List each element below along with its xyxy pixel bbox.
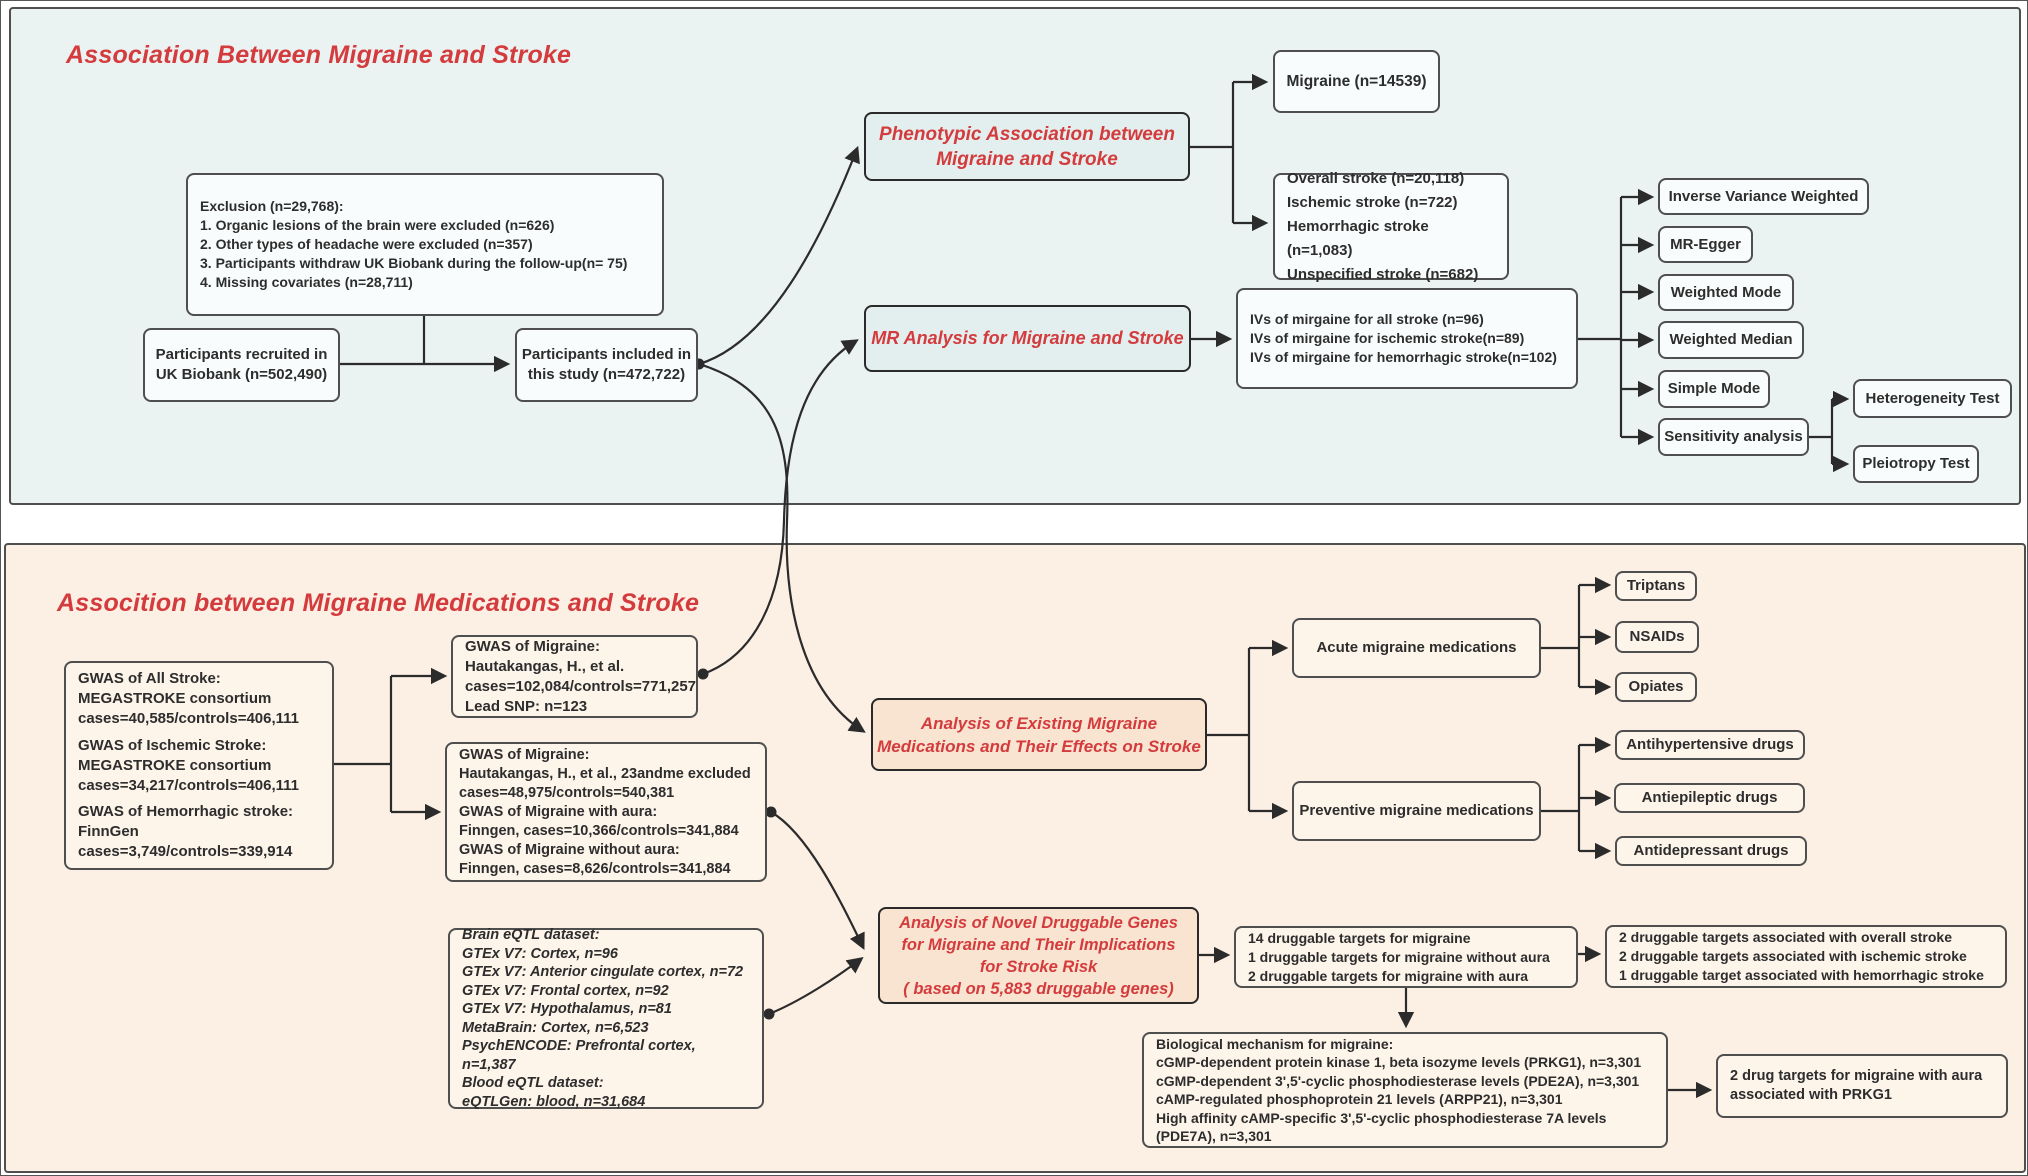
phenotypic-association-box: Phenotypic Association between Migraine and Stroke <box>864 112 1190 181</box>
participants-included-box: Participants included in this study (n=472,722) <box>515 328 698 402</box>
stroke-outcomes-box: Overall stroke (n=20,118) Ischemic stroke (n=722) Hemorrhagic stroke (n=1,083) Unspecified stroke (n=682) <box>1273 173 1509 280</box>
migraine-targets-box: 14 druggable targets for migraine 1 druggable targets for migraine without aura 2 druggable targets for migraine with aura <box>1234 926 1578 988</box>
heterogeneity-test-box: Heterogeneity Test <box>1853 379 2012 418</box>
migraine-cases-box: Migraine (n=14539) <box>1273 50 1440 113</box>
eqtl-datasets-box: Brain eQTL dataset: GTEx V7: Cortex, n=96 GTEx V7: Anterior cingulate cortex, n=72 GTEx V7: Frontal cortex, n=92 GTEx V7: Hypothalamus, n=81 MetaBrain: Cortex, n=6,523 PsychENCODE: Prefrontal cortex, n=1,387 Blood eQTL dataset: eQTLGen: blood, n=31,684 <box>448 928 764 1109</box>
antihypertensive-box: Antihypertensive drugs <box>1615 730 1805 760</box>
antidepressant-box: Antidepressant drugs <box>1615 836 1807 866</box>
opiates-box: Opiates <box>1615 672 1697 702</box>
existing-medications-analysis-box: Analysis of Existing Migraine Medications and Their Effects on Stroke <box>871 698 1207 771</box>
gwas-migraine-subtypes-box: GWAS of Migraine: Hautakangas, H., et al., 23andme excluded cases=48,975/controls=540,381 GWAS of Migraine with aura: Finngen, cases=10,366/controls=341,884 GWAS of Migraine without aura: Finngen, cases=8,626/controls=341,884 <box>445 742 767 882</box>
method-ivw-box: Inverse Variance Weighted <box>1658 178 1869 215</box>
nsaids-box: NSAIDs <box>1615 621 1699 653</box>
gwas-migraine-lead-box: GWAS of Migraine: Hautakangas, H., et al. cases=102,084/controls=771,257 Lead SNP: n=123 <box>451 635 698 718</box>
method-mr-egger-box: MR-Egger <box>1658 226 1753 263</box>
participants-recruited-box: Participants recruited in UK Biobank (n=502,490) <box>143 328 340 402</box>
mr-analysis-box: MR Analysis for Migraine and Stroke <box>864 305 1191 372</box>
stroke-targets-box: 2 druggable targets associated with overall stroke 2 druggable targets associated with ischemic stroke 1 druggable target associated with hemorrhagic stroke <box>1605 925 2007 988</box>
triptans-box: Triptans <box>1615 571 1697 601</box>
prkg1-targets-box: 2 drug targets for migraine with aura associated with PRKG1 <box>1716 1054 2008 1118</box>
method-weighted-mode-box: Weighted Mode <box>1658 274 1794 311</box>
method-sensitivity-box: Sensitivity analysis <box>1658 418 1809 456</box>
method-weighted-median-box: Weighted Median <box>1658 321 1804 359</box>
gwas-stroke-box: GWAS of All Stroke: MEGASTROKE consortium cases=40,585/controls=406,111 GWAS of Ischemic Stroke: MEGASTROKE consortium cases=34,217/controls=406,111 GWAS of Hemorrhagic stroke: FinnGen cases=3,749/controls=339,914 <box>64 661 334 870</box>
method-simple-mode-box: Simple Mode <box>1658 370 1770 408</box>
exclusion-box: Exclusion (n=29,768): 1. Organic lesions of the brain were excluded (n=626) 2. Other types of headache were excluded (n=357) 3. Participants withdraw UK Biobank during the follow-up(n= 75) 4. Missing covariates (n=28,711) <box>186 173 664 316</box>
acute-medications-box: Acute migraine medications <box>1292 618 1541 678</box>
novel-druggable-genes-box: Analysis of Novel Druggable Genes for Migraine and Their Implications for Stroke Risk ( based on 5,883 druggable genes) <box>878 907 1199 1004</box>
preventive-medications-box: Preventive migraine medications <box>1292 781 1541 841</box>
antiepileptic-box: Antiepileptic drugs <box>1614 783 1805 813</box>
biological-mechanism-box: Biological mechanism for migraine: cGMP-dependent protein kinase 1, beta isozyme levels (PRKG1), n=3,301 cGMP-dependent 3',5'-cyclic phosphodiesterase levels (PDE2A), n=3,301 cAMP-regulated phosphoprotein 21 levels (ARPP21), n=3,301 High affinity cAMP-specific 3',5'-cyclic phosphodiesterase 7A levels (PDE7A), n=3,301 <box>1142 1032 1668 1148</box>
bottom-panel-title: Assocition between Migraine Medications and Stroke <box>57 589 700 617</box>
pleiotropy-test-box: Pleiotropy Test <box>1853 445 1979 483</box>
top-panel-title: Association Between Migraine and Stroke <box>66 41 572 69</box>
ivs-box: IVs of mirgaine for all stroke (n=96) IVs of mirgaine for ischemic stroke(n=89) IVs of mirgaine for hemorrhagic stroke(n=102) <box>1236 288 1578 389</box>
